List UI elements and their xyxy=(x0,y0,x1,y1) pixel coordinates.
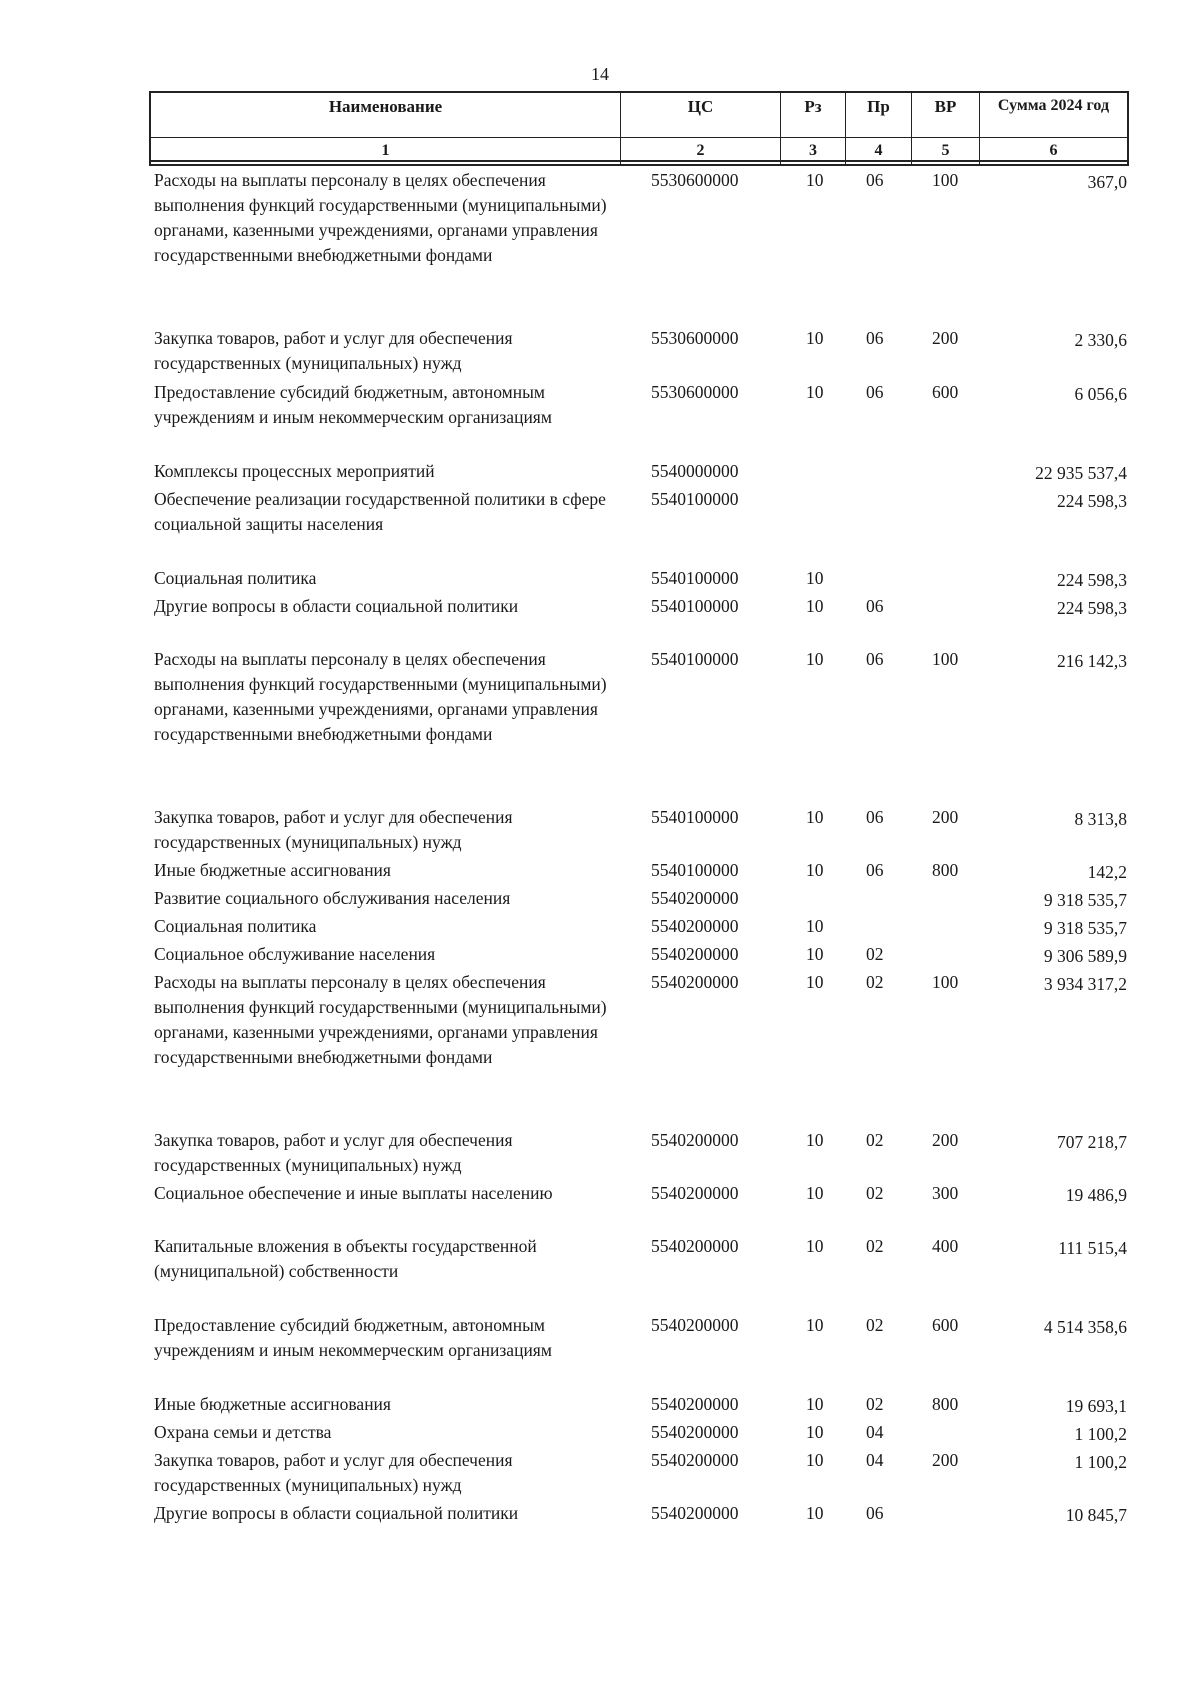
row-sum: 142,2 xyxy=(1087,862,1127,882)
row-pr: 06 xyxy=(866,382,884,402)
row-cs: 5540200000 xyxy=(651,1315,739,1335)
page-number: 14 xyxy=(591,64,609,84)
row-rz: 10 xyxy=(806,944,824,964)
row-pr: 02 xyxy=(866,1183,884,1203)
header-cs-label: ЦС xyxy=(687,97,714,116)
row-pr: 02 xyxy=(866,1130,884,1150)
row-pr: 06 xyxy=(866,860,884,880)
row-cs: 5540200000 xyxy=(651,1236,739,1256)
row-vr: 200 xyxy=(932,807,959,827)
row-vr: 600 xyxy=(932,1315,959,1335)
row-name: Иные бюджетные ассигнования xyxy=(154,1394,391,1414)
row-name: Другие вопросы в области социальной политики xyxy=(154,1503,519,1523)
row-sum: 224 598,3 xyxy=(1057,570,1127,590)
row-name: Обеспечение реализации государственной политики в сфере социальной защиты населения xyxy=(154,489,606,534)
header-col-number: 4 xyxy=(874,142,883,159)
row-pr: 02 xyxy=(866,972,884,992)
row-name: Развитие социального обслуживания населения xyxy=(154,888,511,908)
row-rz: 10 xyxy=(806,1394,824,1414)
row-cs: 5540200000 xyxy=(651,916,739,936)
row-cs: 5540100000 xyxy=(651,807,739,827)
header-col-number: 2 xyxy=(696,142,705,159)
row-pr: 06 xyxy=(866,170,884,190)
row-name: Социальное обеспечение и иные выплаты населению xyxy=(154,1183,553,1203)
row-vr: 600 xyxy=(932,382,959,402)
row-sum: 6 056,6 xyxy=(1074,384,1127,404)
row-name: Предоставление субсидий бюджетным, автономным учреждениям и иным некоммерческим организациям xyxy=(154,1315,552,1360)
table-header xyxy=(149,91,1129,166)
row-sum: 1 100,2 xyxy=(1074,1452,1127,1472)
row-rz: 10 xyxy=(806,568,824,588)
row-sum: 1 100,2 xyxy=(1074,1424,1127,1444)
row-name: Другие вопросы в области социальной политики xyxy=(154,596,519,616)
row-rz: 10 xyxy=(806,170,824,190)
row-cs: 5540100000 xyxy=(651,596,739,616)
row-rz: 10 xyxy=(806,860,824,880)
row-pr: 06 xyxy=(866,1503,884,1523)
row-pr: 06 xyxy=(866,649,884,669)
row-cs: 5540100000 xyxy=(651,568,739,588)
row-cs: 5540200000 xyxy=(651,1422,739,1442)
header-col-pr xyxy=(846,93,912,164)
row-rz: 10 xyxy=(806,328,824,348)
row-name: Расходы на выплаты персоналу в целях обеспечения выполнения функций государственными (муниципальными) органами, казенными учреждениями, органами управления государственными внебюджетными фондами xyxy=(154,649,607,744)
row-cs: 5540100000 xyxy=(651,489,739,509)
row-rz: 10 xyxy=(806,596,824,616)
row-pr: 04 xyxy=(866,1450,884,1470)
header-sum-label: Сумма 2024 год xyxy=(997,97,1110,114)
row-sum: 224 598,3 xyxy=(1057,598,1127,618)
row-vr: 100 xyxy=(932,649,959,669)
row-cs: 5540200000 xyxy=(651,1503,739,1523)
row-name: Социальная политика xyxy=(154,568,317,588)
row-sum: 8 313,8 xyxy=(1074,809,1127,829)
row-rz: 10 xyxy=(806,1450,824,1470)
row-cs: 5540200000 xyxy=(651,972,739,992)
row-vr: 800 xyxy=(932,860,959,880)
row-cs: 5540200000 xyxy=(651,1130,739,1150)
row-sum: 4 514 358,6 xyxy=(1043,1317,1127,1337)
row-sum: 22 935 537,4 xyxy=(1035,463,1127,483)
header-col-cs xyxy=(621,93,781,164)
header-pr-label: Пр xyxy=(867,97,890,116)
header-col-rz xyxy=(781,93,846,164)
row-sum: 111 515,4 xyxy=(1058,1238,1127,1258)
row-rz: 10 xyxy=(806,972,824,992)
row-cs: 5540200000 xyxy=(651,888,739,908)
row-pr: 02 xyxy=(866,1315,884,1335)
header-col-number: 1 xyxy=(381,142,390,159)
header-col-number: 6 xyxy=(1049,142,1058,159)
row-sum: 2 330,6 xyxy=(1074,330,1127,350)
header-name-label: Наименование xyxy=(328,97,443,116)
row-cs: 5540100000 xyxy=(651,649,739,669)
row-cs: 5540000000 xyxy=(651,461,739,481)
row-vr: 100 xyxy=(932,972,959,992)
row-pr: 02 xyxy=(866,944,884,964)
row-sum: 707 218,7 xyxy=(1057,1132,1127,1152)
row-sum: 9 318 535,7 xyxy=(1043,918,1127,938)
row-sum: 19 486,9 xyxy=(1065,1185,1127,1205)
row-sum: 19 693,1 xyxy=(1065,1396,1127,1416)
row-cs: 5530600000 xyxy=(651,382,739,402)
row-pr: 06 xyxy=(866,807,884,827)
row-cs: 5540200000 xyxy=(651,1183,739,1203)
header-col-sum xyxy=(980,93,1127,164)
row-rz: 10 xyxy=(806,649,824,669)
row-sum: 9 306 589,9 xyxy=(1043,946,1127,966)
row-name: Закупка товаров, работ и услуг для обеспечения государственных (муниципальных) нужд xyxy=(154,1130,513,1175)
row-name: Иные бюджетные ассигнования xyxy=(154,860,391,880)
header-col-number: 3 xyxy=(809,142,817,159)
row-name: Социальная политика xyxy=(154,916,317,936)
header-col-number: 5 xyxy=(941,142,950,159)
header-vr-label: ВР xyxy=(934,97,957,116)
header-rz-label: Рз xyxy=(804,97,822,116)
row-name: Социальное обслуживание населения xyxy=(154,944,436,964)
row-sum: 3 934 317,2 xyxy=(1043,974,1127,994)
row-rz: 10 xyxy=(806,1183,824,1203)
row-name: Закупка товаров, работ и услуг для обеспечения государственных (муниципальных) нужд xyxy=(154,1450,513,1495)
header-col-name xyxy=(151,93,621,164)
row-cs: 5540200000 xyxy=(651,944,739,964)
header-col-vr xyxy=(912,93,980,164)
row-name: Комплексы процессных мероприятий xyxy=(154,461,435,481)
row-vr: 200 xyxy=(932,328,959,348)
row-name: Расходы на выплаты персоналу в целях обеспечения выполнения функций государственными (муниципальными) органами, казенными учреждениями, органами управления государственными внебюджетными фондами xyxy=(154,170,607,265)
row-vr: 100 xyxy=(932,170,959,190)
row-rz: 10 xyxy=(806,1422,824,1442)
row-pr: 02 xyxy=(866,1236,884,1256)
row-name: Закупка товаров, работ и услуг для обеспечения государственных (муниципальных) нужд xyxy=(154,807,513,852)
row-rz: 10 xyxy=(806,1503,824,1523)
row-rz: 10 xyxy=(806,916,824,936)
row-sum: 224 598,3 xyxy=(1057,491,1127,511)
row-pr: 06 xyxy=(866,328,884,348)
row-name: Расходы на выплаты персоналу в целях обеспечения выполнения функций государственными (муниципальными) органами, казенными учреждениями, органами управления государственными внебюджетными фондами xyxy=(154,972,607,1067)
row-cs: 5530600000 xyxy=(651,170,739,190)
row-rz: 10 xyxy=(806,807,824,827)
row-cs: 5540100000 xyxy=(651,860,739,880)
row-rz: 10 xyxy=(806,1236,824,1256)
row-cs: 5540200000 xyxy=(651,1450,739,1470)
row-name: Предоставление субсидий бюджетным, автономным учреждениям и иным некоммерческим организациям xyxy=(154,382,552,427)
row-cs: 5540200000 xyxy=(651,1394,739,1414)
row-sum: 367,0 xyxy=(1087,172,1127,192)
row-name: Охрана семьи и детства xyxy=(154,1422,332,1442)
row-sum: 10 845,7 xyxy=(1065,1505,1127,1525)
row-vr: 200 xyxy=(932,1450,959,1470)
row-sum: 9 318 535,7 xyxy=(1043,890,1127,910)
row-name: Капитальные вложения в объекты государственной (муниципальной) собственности xyxy=(154,1236,537,1281)
row-vr: 300 xyxy=(932,1183,959,1203)
row-cs: 5530600000 xyxy=(651,328,739,348)
row-vr: 800 xyxy=(932,1394,959,1414)
row-vr: 400 xyxy=(932,1236,959,1256)
row-rz: 10 xyxy=(806,1130,824,1150)
row-pr: 04 xyxy=(866,1422,884,1442)
row-name: Закупка товаров, работ и услуг для обеспечения государственных (муниципальных) нужд xyxy=(154,328,513,373)
row-sum: 216 142,3 xyxy=(1057,651,1127,671)
row-vr: 200 xyxy=(932,1130,959,1150)
row-pr: 06 xyxy=(866,596,884,616)
row-rz: 10 xyxy=(806,1315,824,1335)
row-rz: 10 xyxy=(806,382,824,402)
row-pr: 02 xyxy=(866,1394,884,1414)
